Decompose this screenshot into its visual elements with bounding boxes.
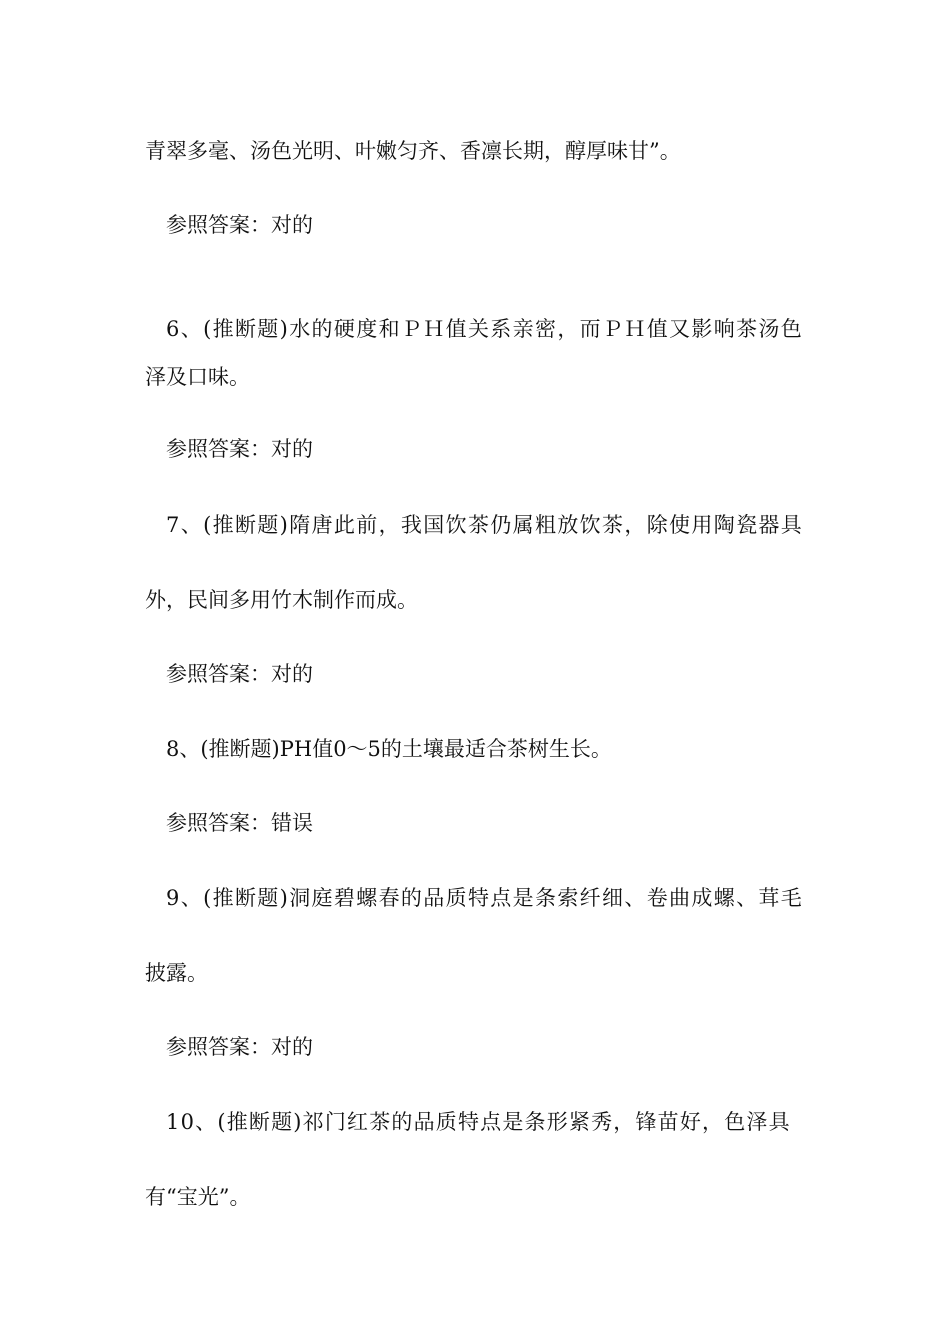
q9-line1: 9 、 ( 推 断 题 ) 洞 庭 碧 螺 春 的 品 质 特 点 是 条 索 纤 细 、 卷 曲 成 螺 、 茸 毛 xyxy=(166,886,802,910)
q10-line1: 1 0 、 ( 推 断 题 ) 祁 门 红 茶 的 品 质 特 点 是 条 形 紧 秀 ， 锋 苗 好 ， 色 泽 具 xyxy=(166,1110,790,1134)
q7-answer: 参照答案：对的 xyxy=(166,662,313,686)
q6-line2: 泽及口味。 xyxy=(145,365,250,389)
q5-continuation: 青翠多毫、汤色光明、叶嫩匀齐、香凛长期，醇厚味甘”。 xyxy=(145,139,681,163)
q9-line2: 披露。 xyxy=(145,961,208,985)
q7-line1: 7 、 ( 推 断 题 ) 隋 唐 此 前 ， 我 国 饮 茶 仍 属 粗 放 饮 茶 ， 除 使 用 陶 瓷 器 具 xyxy=(166,513,802,537)
q6-answer: 参照答案：对的 xyxy=(166,437,313,461)
q10-line2: 有“宝光”。 xyxy=(145,1185,251,1209)
q5-answer: 参照答案：对的 xyxy=(166,213,313,237)
q8-answer: 参照答案：错误 xyxy=(166,811,313,835)
q8-text: 8、(推断题)PH值0～5的土壤最适合茶树生长。 xyxy=(166,737,612,761)
q7-line2: 外，民间多用竹木制作而成。 xyxy=(145,588,418,612)
q9-answer: 参照答案：对的 xyxy=(166,1035,313,1059)
q6-line1: 6 、 ( 推 断 题 ) 水 的 硬 度 和 Ｐ Ｈ 值 关 系 亲 密 ， 而 Ｐ Ｈ 值 又 影 响 茶 汤 色 xyxy=(166,317,802,341)
